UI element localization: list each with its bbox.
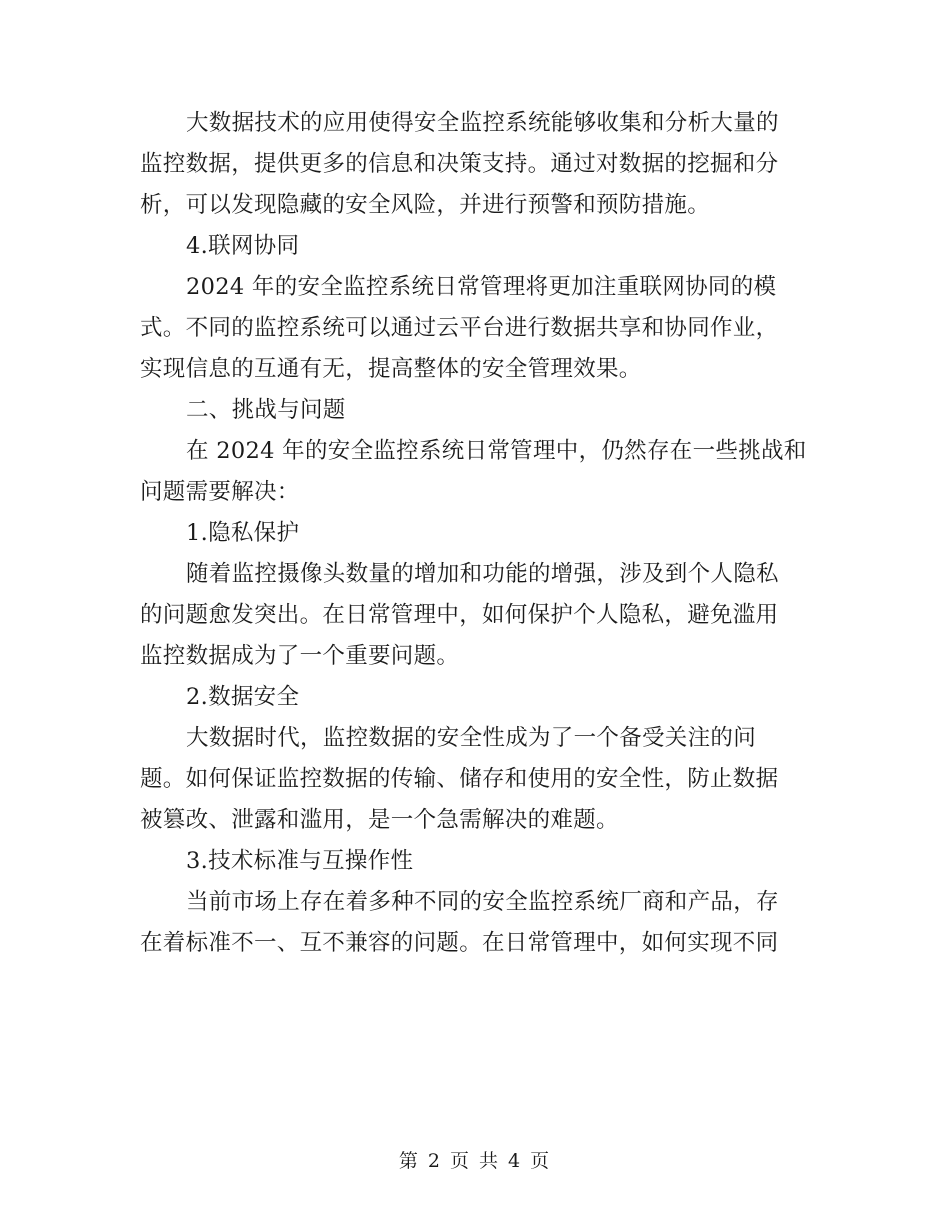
paragraph-privacy: [140, 554, 805, 677]
text-line: 2024 年的安全监控系统日常管理将更加注重联网协同的模: [186, 274, 777, 300]
text-line: 在 2024 年的安全监控系统日常管理中，仍然存在一些挑战和: [186, 438, 807, 464]
paragraph-networked-collaboration: [140, 267, 805, 390]
section-heading-standards: 3.技术标准与互操作性: [186, 848, 414, 874]
section-heading-privacy: 1.隐私保护: [186, 520, 300, 546]
text-line: 被篡改、泄露和滥用，是一个急需解决的难题。: [140, 807, 619, 833]
document-body: [140, 103, 805, 964]
text-line: 随着监控摄像头数量的增加和功能的增强，涉及到个人隐私: [186, 561, 779, 587]
text-line: 问题需要解决：: [140, 479, 300, 505]
paragraph-big-data: [140, 103, 805, 226]
text-line: 在着标准不一、互不兼容的问题。在日常管理中，如何实现不同: [140, 930, 779, 956]
paragraph-standards: [140, 882, 805, 964]
text-line: 当前市场上存在着多种不同的安全监控系统厂商和产品，存: [186, 889, 779, 915]
paragraph-data-security: [140, 718, 805, 841]
section-heading-challenges: 二、挑战与问题: [186, 397, 346, 423]
text-line: 监控数据，提供更多的信息和决策支持。通过对数据的挖掘和分: [140, 151, 779, 177]
text-line: 题。如何保证监控数据的传输、储存和使用的安全性，防止数据: [140, 766, 779, 792]
page-number-footer: 第 2 页 共 4 页: [398, 1150, 552, 1172]
text-line: 实现信息的互通有无，提高整体的安全管理效果。: [140, 356, 642, 382]
paragraph-challenges-intro: [140, 431, 805, 513]
text-line: 大数据技术的应用使得安全监控系统能够收集和分析大量的: [186, 110, 779, 136]
section-heading-data-security: 2.数据安全: [186, 684, 300, 710]
text-line: 析，可以发现隐藏的安全风险，并进行预警和预防措施。: [140, 192, 711, 218]
section-heading-networked-collaboration: 4.联网协同: [186, 233, 300, 259]
text-line: 大数据时代，监控数据的安全性成为了一个备受关注的问: [186, 725, 757, 751]
text-line: 式。不同的监控系统可以通过云平台进行数据共享和协同作业，: [140, 315, 779, 341]
text-line: 监控数据成为了一个重要问题。: [140, 643, 460, 669]
text-line: 的问题愈发突出。在日常管理中，如何保护个人隐私，避免滥用: [140, 602, 779, 628]
